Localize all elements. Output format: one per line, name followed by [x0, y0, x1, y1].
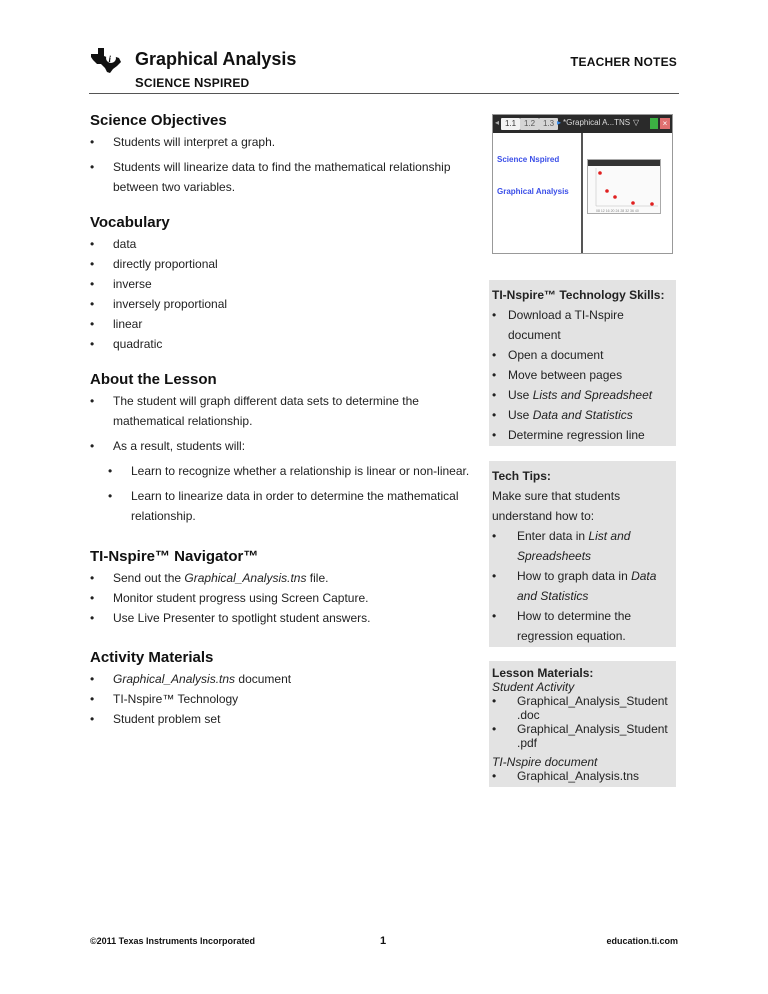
teacher-notes-label: TEACHER NOTES: [570, 54, 677, 69]
list-item: • Graphical_Analysis.tns document: [90, 672, 292, 686]
box-heading: TI-Nspire™ Technology Skills:: [492, 288, 665, 302]
list-item: • How to determine the regression equation.: [492, 609, 632, 643]
section-heading: Activity Materials: [90, 649, 214, 666]
battery-icon: [650, 118, 658, 129]
list-item: • Determine regression line: [492, 428, 645, 442]
list-item: • Graphical_Analysis_Student .doc: [492, 694, 668, 722]
screenshot-tab: 1.1: [501, 118, 520, 130]
tech-tips-box: [489, 461, 676, 647]
list-item: • Graphical_Analysis.tns: [492, 769, 640, 783]
list-item: • Send out the Graphical_Analysis.tns file.: [90, 571, 329, 585]
list-item: • Move between pages: [492, 368, 623, 382]
list-item: • Use Data and Statistics: [492, 408, 633, 422]
page-header: [89, 44, 679, 94]
list-item: • Open a document: [492, 348, 604, 362]
screenshot-tab-bar: [493, 115, 672, 133]
list-item: • Use Live Presenter to spotlight student answers.: [90, 611, 371, 625]
list-item: • quadratic: [90, 337, 163, 351]
list-item: • inverse: [90, 277, 152, 291]
screenshot-link: Science Nspired: [497, 155, 560, 164]
list-item: • Students will linearize data to find the mathematical relationship between two variables.: [90, 160, 451, 194]
section-heading: Science Objectives: [90, 112, 227, 129]
navigator-section: [90, 548, 480, 628]
right-arrow-icon: ▸: [557, 118, 562, 127]
section-heading: Vocabulary: [90, 214, 170, 231]
list-item: • The student will graph different data sets to determine the mathematical relationship.: [90, 394, 419, 428]
lesson-materials-box: [489, 661, 676, 787]
vocabulary-section: [90, 214, 480, 354]
left-arrow-icon: ◂: [495, 118, 500, 127]
list-item: • Student problem set: [90, 712, 221, 726]
ti-nspire-screenshot: [492, 114, 673, 254]
tech-skills-box: [489, 280, 676, 446]
screenshot-link: Graphical Analysis: [497, 187, 569, 196]
copyright: ©2011 Texas Instruments Incorporated: [90, 936, 256, 946]
dropdown-icon: ▽: [633, 118, 640, 127]
list-item: • data: [90, 237, 137, 251]
ti-texas-logo-icon: [89, 46, 123, 74]
science-objectives-section: [90, 112, 480, 197]
left-column: [90, 112, 480, 746]
section-heading: About the Lesson: [90, 371, 217, 388]
activity-materials-section: [90, 649, 480, 729]
sub-list-item: • Learn to recognize whether a relationship is linear or non-linear.: [108, 464, 470, 478]
list-item: • Download a TI-Nspire document: [492, 308, 624, 342]
list-item: • Graphical_Analysis_Student .pdf: [492, 722, 668, 750]
list-item: • inversely proportional: [90, 297, 228, 311]
sub-list-item: • Learn to linearize data in order to determine the mathematical relationship.: [108, 489, 459, 523]
screenshot-doc-title: *Graphical A...TNS: [563, 118, 631, 127]
box-heading: Tech Tips:: [492, 469, 551, 483]
page-number: 1: [380, 935, 387, 947]
document-title: Graphical Analysis: [135, 49, 297, 69]
screenshot-tab: 1.2: [520, 118, 539, 130]
scatter-plot-graphic: [588, 166, 660, 213]
about-lesson-section: [90, 371, 480, 526]
student-activity-label: Student Activity: [492, 680, 575, 694]
list-item: • Monitor student progress using Screen Capture.: [90, 591, 369, 605]
svg-text:i: i: [108, 54, 112, 64]
list-item: • Students will interpret a graph.: [90, 135, 276, 149]
list-item: • linear: [90, 317, 143, 331]
tns-label: TI-Nspire document: [492, 755, 598, 769]
list-item: • Use Lists and Spreadsheet: [492, 388, 653, 402]
close-icon: ×: [660, 118, 670, 129]
list-item: • TI-Nspire™ Technology: [90, 692, 239, 706]
section-heading: TI-Nspire™ Navigator™: [90, 548, 259, 565]
tips-intro: Make sure that students understand how to:: [492, 489, 621, 523]
list-item: • How to graph data in Data and Statistics: [492, 569, 657, 603]
screenshot-left-pane: [495, 133, 583, 253]
screenshot-tab: 1.3: [539, 118, 558, 130]
document-subtitle: SCIENCE NSPIRED: [135, 75, 250, 90]
mini-scatter-plot: [587, 159, 661, 214]
list-item: • As a result, students will:: [90, 439, 246, 453]
box-heading: Lesson Materials:: [492, 666, 594, 680]
list-item: • directly proportional: [90, 257, 218, 271]
svg-text:08 12 16 20 24 28 32 36 40: 08 12 16 20 24 28 32 36 40: [596, 209, 639, 213]
website-link[interactable]: education.ti.com: [606, 936, 678, 946]
list-item: • Enter data in List and Spreadsheets: [492, 529, 631, 563]
